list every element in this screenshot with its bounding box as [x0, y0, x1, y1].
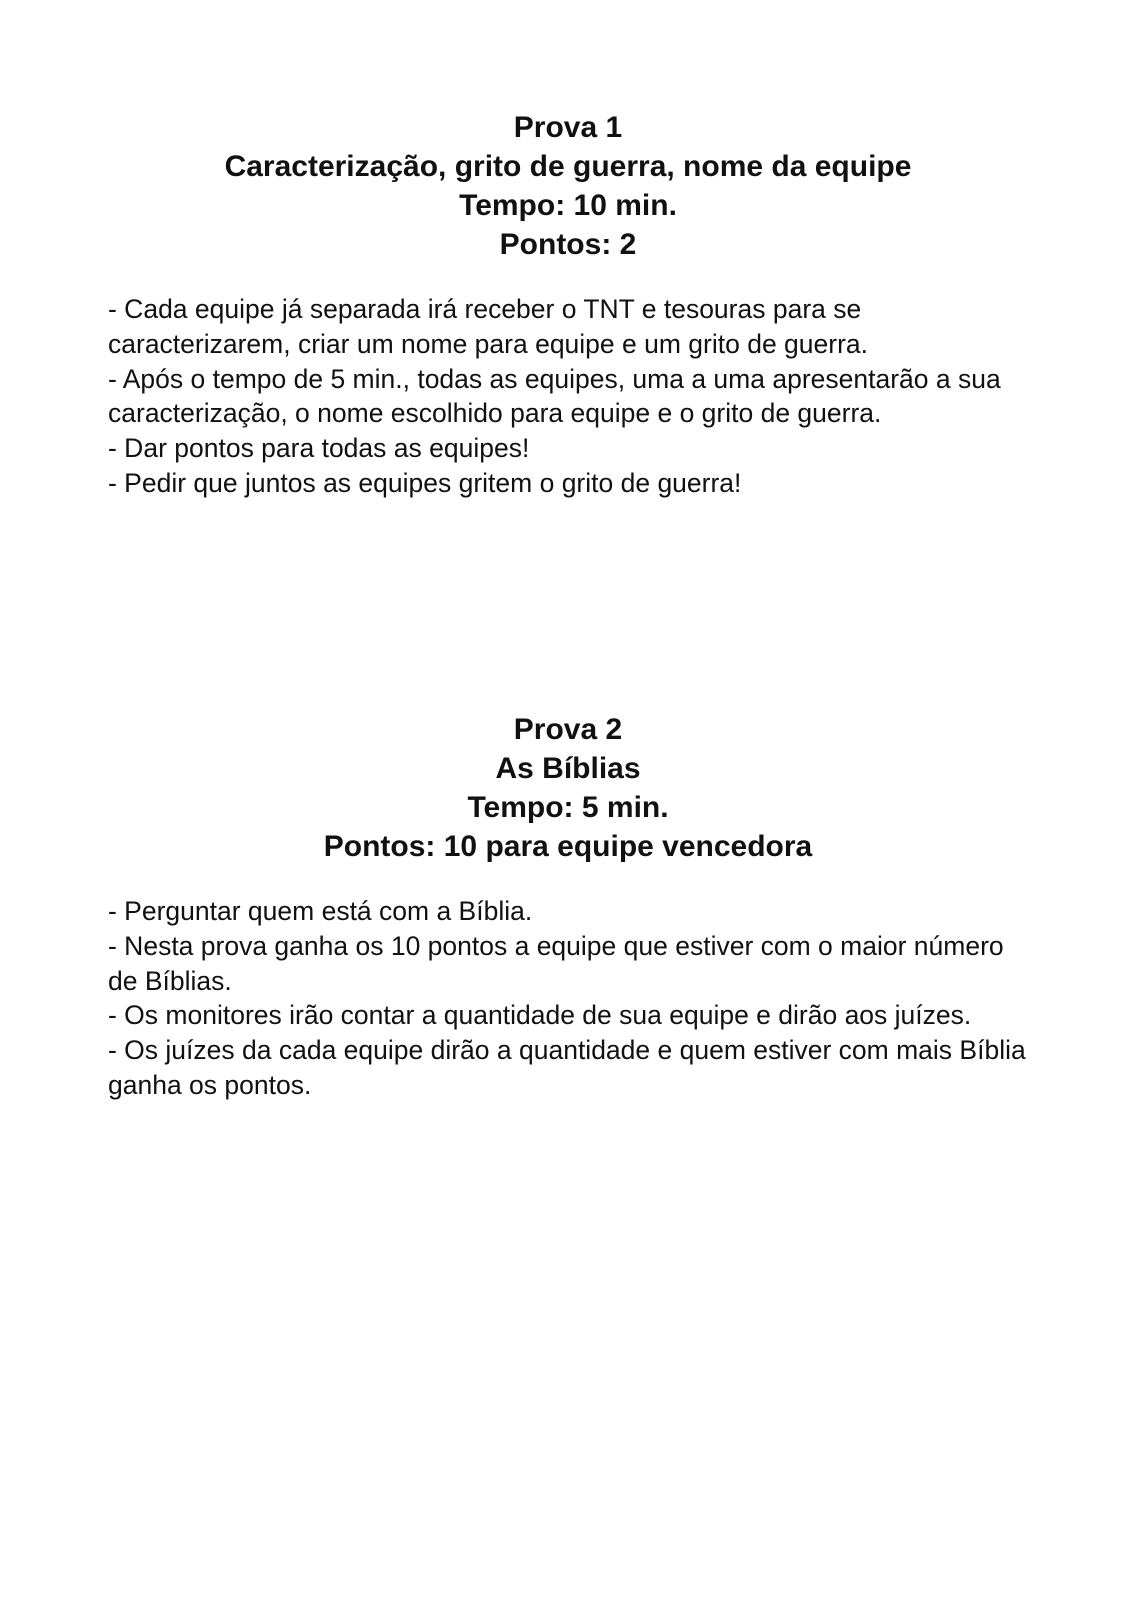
prova-1-points: Pontos: 2	[499, 228, 637, 261]
instruction-item: - Nesta prova ganha os 10 pontos a equipe que estiver com o maior número de Bíblias.	[108, 930, 1004, 996]
prova-1-heading	[108, 108, 1028, 264]
prova-2-subtitle: As Bíblias	[495, 752, 641, 785]
prova-2-instructions	[108, 894, 1028, 1103]
prova-2-time: Tempo: 5 min.	[467, 791, 669, 824]
prova-1-section	[108, 108, 1028, 501]
instruction-item: - Os monitores irão contar a quantidade de sua equipe e dirão aos juízes.	[108, 1000, 972, 1031]
prova-1-instructions	[108, 292, 1028, 501]
instruction-item: - Após o tempo de 5 min., todas as equipes, uma a uma apresentarão a sua caracterização, o nome escolhido para equipe e o grito de guerra.	[108, 363, 1001, 429]
prova-1-subtitle: Caracterização, grito de guerra, nome da equipe	[224, 150, 912, 183]
instruction-item: - Dar pontos para todas as equipes!	[108, 433, 530, 464]
prova-2-section	[108, 710, 1028, 1103]
instruction-item: - Pedir que juntos as equipes gritem o grito de guerra!	[108, 467, 742, 498]
prova-2-points: Pontos: 10 para equipe vencedora	[323, 830, 813, 863]
prova-2-heading	[108, 710, 1028, 866]
prova-1-time: Tempo: 10 min.	[459, 189, 677, 222]
prova-2-title: Prova 2	[513, 713, 623, 746]
instruction-item: - Os juízes da cada equipe dirão a quantidade e quem estiver com mais Bíblia ganha os pontos.	[108, 1035, 1026, 1100]
instruction-item: - Cada equipe já separada irá receber o TNT e tesouras para se caracterizarem, criar um nome para equipe e um grito de guerra.	[108, 294, 869, 359]
prova-1-title: Prova 1	[513, 111, 623, 144]
instruction-item: - Perguntar quem está com a Bíblia.	[108, 896, 533, 926]
